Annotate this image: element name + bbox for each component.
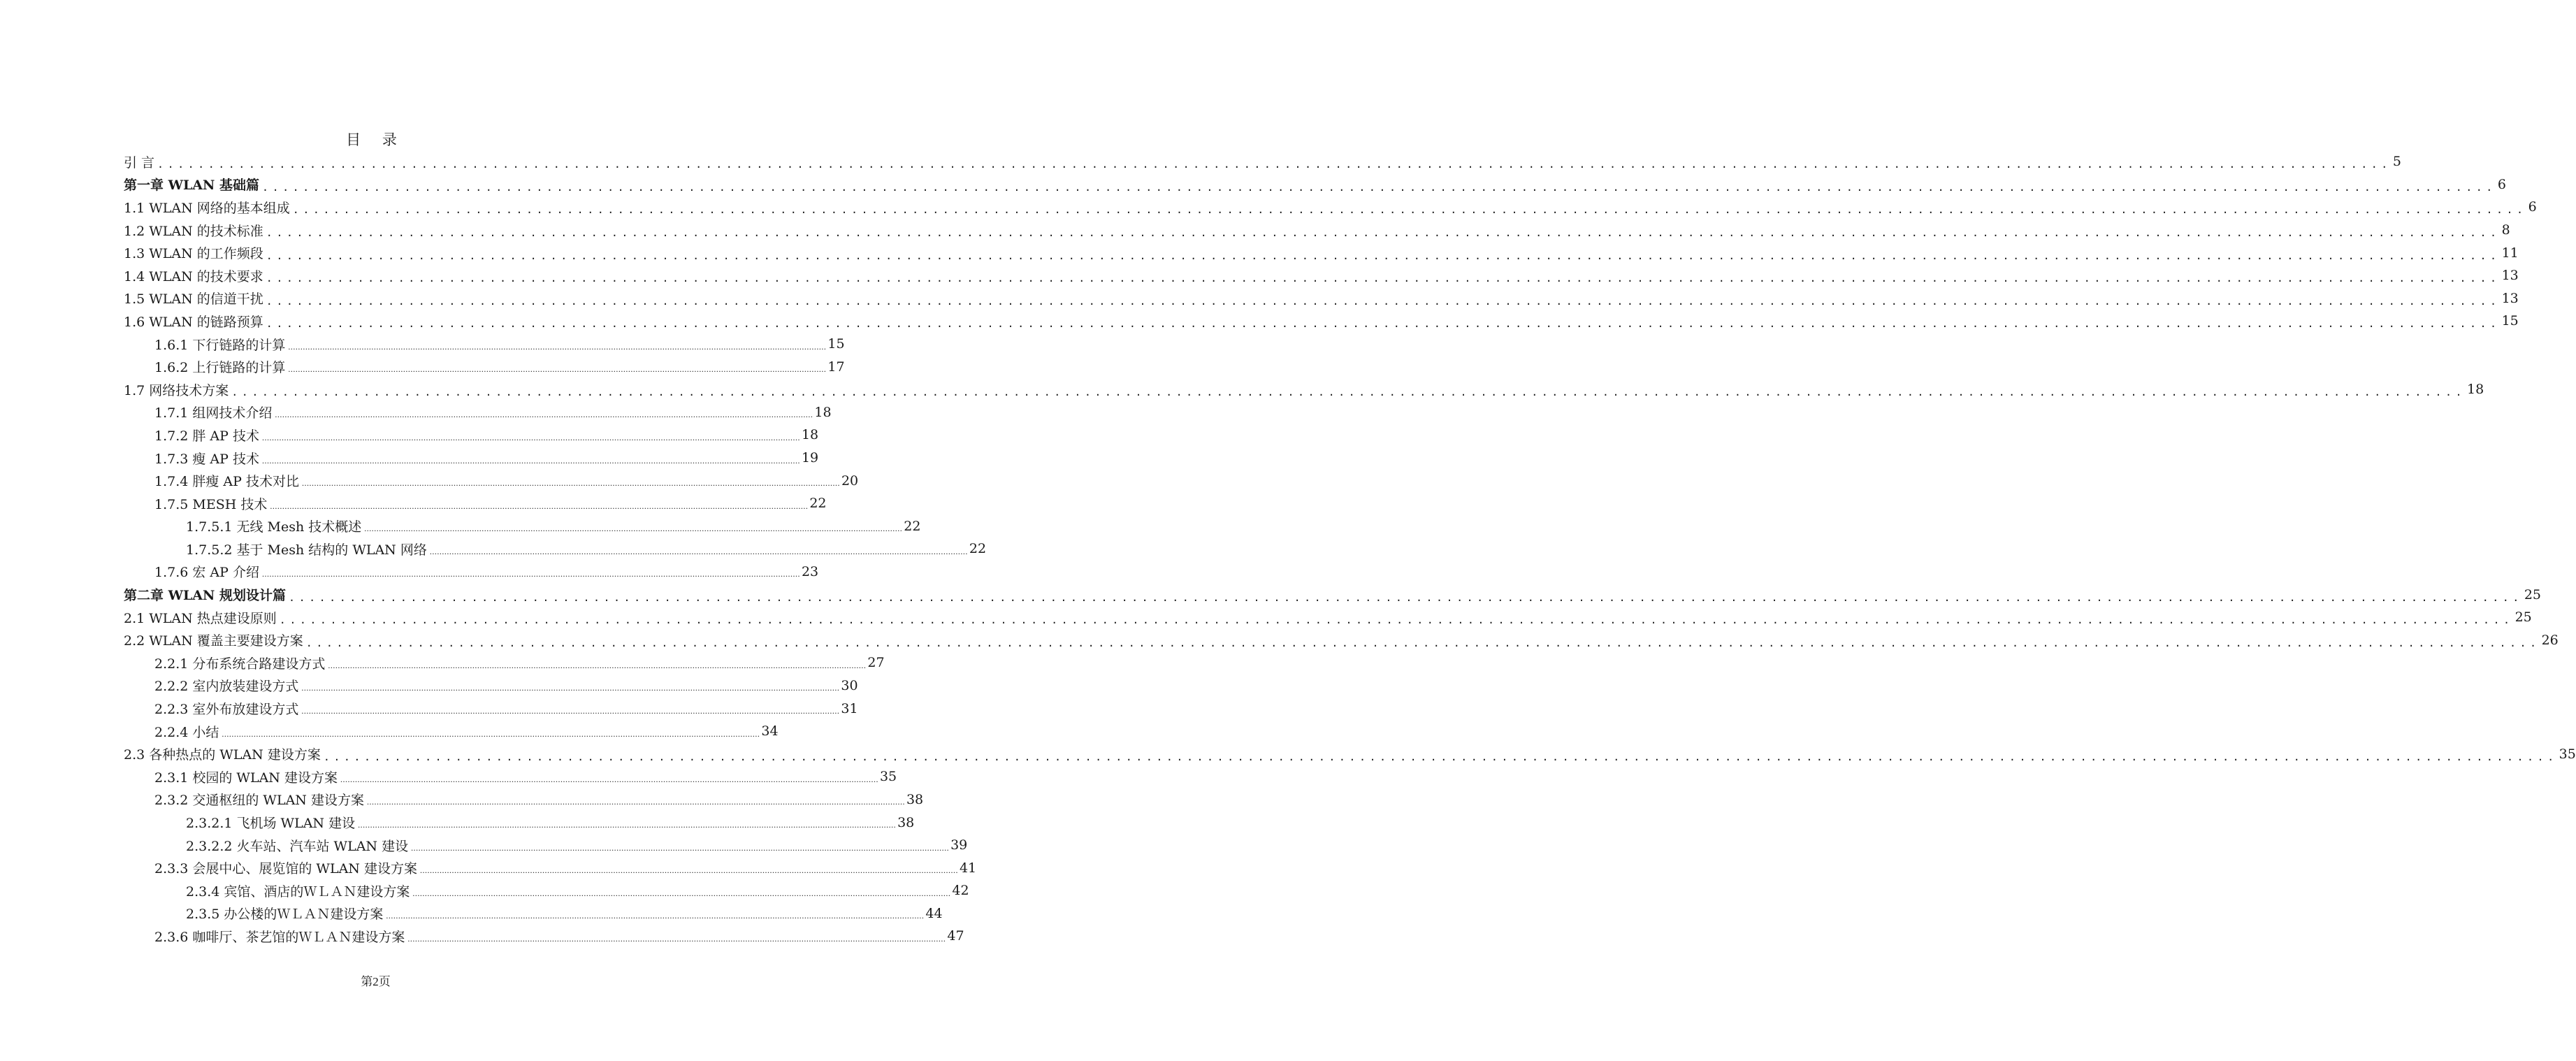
toc-entry[interactable] [124, 537, 987, 561]
toc-entry[interactable] [124, 651, 885, 674]
toc-entry[interactable] [124, 811, 915, 834]
toc-entry-page-number: 27 [867, 655, 885, 671]
toc-entry-page-number: 18 [801, 427, 819, 443]
table-of-contents [124, 150, 2576, 948]
toc-entry[interactable] [124, 469, 859, 492]
toc-entry[interactable] [124, 424, 819, 447]
dot-leader: ............................................................................................................................................................................................................................ [323, 750, 2558, 763]
dot-leader: ............................................................................................................................................................................................................................ [222, 728, 760, 739]
dot-leader: ............................................................................................................................................................................................................................ [288, 341, 827, 352]
dot-leader: ............................................................................................................................................................................................................................ [305, 636, 2540, 649]
toc-entry[interactable] [124, 355, 845, 378]
dot-leader: ............................................................................................................................................................................................................................ [301, 478, 840, 489]
toc-entry-label: 1.7.5.1 无线 Mesh 技术概述 [186, 519, 362, 535]
toc-entry-page-number: 22 [904, 518, 921, 534]
toc-entry-page-number: 18 [2467, 382, 2484, 398]
toc-entry-label: 1.7.2 胖 AP 技术 [154, 428, 259, 444]
toc-entry-page-number: 19 [801, 450, 819, 466]
toc-entry-label: 1.7.1 组网技术介绍 [154, 405, 273, 421]
toc-entry-label: 1.6.1 下行链路的计算 [154, 337, 286, 353]
dot-leader: ............................................................................................................................................................................................................................ [412, 888, 951, 898]
toc-entry[interactable] [124, 561, 819, 584]
toc-entry-page-number: 5 [2392, 154, 2401, 170]
toc-entry[interactable] [124, 742, 2576, 765]
toc-entry[interactable] [124, 583, 2542, 606]
toc-entry[interactable] [124, 788, 924, 811]
toc-entry-page-number: 38 [906, 791, 924, 807]
toc-entry-page-number: 41 [959, 860, 977, 876]
toc-entry-page-number: 15 [2501, 313, 2519, 329]
toc-entry-label: 第一章 WLAN 基础篇 [124, 178, 260, 194]
toc-entry-label: 2.3.2 交通枢纽的 WLAN 建设方案 [154, 793, 364, 809]
toc-entry[interactable] [124, 606, 2532, 629]
dot-leader: ............................................................................................................................................................................................................................ [270, 500, 809, 511]
dot-leader: ............................................................................................................................................................................................................................ [261, 455, 800, 465]
page-footer: 第2页 [361, 975, 391, 988]
dot-leader: ............................................................................................................................................................................................................................ [261, 432, 800, 442]
toc-entry-label: 1.7.5.2 基于 Mesh 结构的 WLAN 网络 [186, 542, 427, 558]
dot-leader: ............................................................................................................................................................................................................................ [328, 660, 867, 670]
toc-entry-page-number: 35 [879, 769, 897, 785]
toc-entry-page-number: 6 [2528, 199, 2537, 215]
toc-entry[interactable] [124, 765, 897, 788]
toc-entry-page-number: 13 [2501, 290, 2519, 306]
toc-entry-page-number: 20 [841, 472, 859, 489]
toc-entry-page-number: 34 [761, 723, 779, 739]
toc-entry[interactable] [124, 378, 2484, 401]
toc-entry-page-number: 15 [827, 336, 845, 352]
dot-leader: ............................................................................................................................................................................................................................ [157, 158, 2392, 171]
toc-entry[interactable] [124, 264, 2519, 287]
toc-entry-label: 1.1 WLAN 网络的基本组成 [124, 200, 290, 216]
toc-entry-label: 2.3 各种热点的 WLAN 建设方案 [124, 747, 321, 763]
toc-entry-page-number: 35 [2559, 746, 2576, 762]
toc-entry-label: 2.2.2 室内放装建设方式 [154, 679, 299, 695]
dot-leader: ............................................................................................................................................................................................................................ [411, 842, 950, 853]
dot-leader: ............................................................................................................................................................................................................................ [266, 226, 2501, 240]
toc-entry[interactable] [124, 287, 2519, 310]
toc-entry-page-number: 25 [2515, 609, 2532, 626]
toc-entry-label: 2.2.4 小结 [154, 724, 219, 740]
toc-entry-label: 1.7.3 瘦 AP 技术 [154, 451, 259, 467]
dot-leader: ............................................................................................................................................................................................................................ [266, 272, 2501, 285]
toc-entry[interactable] [124, 150, 2401, 173]
toc-entry[interactable] [124, 173, 2506, 196]
dot-leader: ............................................................................................................................................................................................................................ [279, 614, 2514, 627]
toc-entry-label: 1.7.6 宏 AP 介绍 [154, 565, 259, 581]
toc-entry-label: 1.4 WLAN 的技术要求 [124, 268, 263, 284]
toc-entry-label: 1.6 WLAN 的链路预算 [124, 314, 263, 330]
toc-entry[interactable] [124, 515, 921, 538]
toc-entry[interactable] [124, 219, 2510, 242]
toc-entry-page-number: 18 [814, 404, 832, 420]
toc-entry-page-number: 26 [2541, 632, 2559, 648]
toc-entry-page-number: 23 [801, 563, 819, 579]
toc-entry-label: 1.3 WLAN 的工作频段 [124, 246, 263, 262]
dot-leader: ............................................................................................................................................................................................................................ [261, 569, 800, 579]
dot-leader: ............................................................................................................................................................................................................................ [407, 933, 946, 944]
toc-entry-page-number: 38 [897, 814, 915, 830]
toc-entry[interactable] [124, 834, 968, 857]
toc-entry-label: 2.3.2.2 火车站、汽车站 WLAN 建设 [186, 838, 409, 854]
toc-entry-label: 第二章 WLAN 规划设计篇 [124, 588, 287, 604]
toc-entry-label: 1.2 WLAN 的技术标准 [124, 223, 263, 239]
toc-entry-page-number: 6 [2497, 176, 2506, 192]
dot-leader: ............................................................................................................................................................................................................................ [366, 797, 905, 807]
toc-title: 目 录 [346, 131, 405, 148]
toc-entry-label: 1.7.4 胖瘦 AP 技术对比 [154, 474, 299, 490]
dot-leader: ............................................................................................................................................................................................................................ [266, 294, 2501, 308]
toc-entry-page-number: 11 [2501, 245, 2519, 261]
toc-entry-page-number: 22 [809, 496, 827, 512]
toc-entry-page-number: 44 [925, 905, 943, 921]
toc-entry-label: 1.5 WLAN 的信道干扰 [124, 291, 263, 308]
toc-entry[interactable] [124, 856, 977, 879]
dot-leader: ............................................................................................................................................................................................................................ [262, 180, 2496, 194]
toc-entry-page-number: 39 [950, 837, 968, 853]
toc-entry-label: 2.1 WLAN 热点建设原则 [124, 610, 277, 626]
dot-leader: ............................................................................................................................................................................................................................ [266, 249, 2501, 262]
dot-leader: ............................................................................................................................................................................................................................ [275, 410, 813, 420]
dot-leader: ............................................................................................................................................................................................................................ [231, 386, 2466, 399]
dot-leader: ............................................................................................................................................................................................................................ [292, 203, 2527, 217]
toc-entry[interactable] [124, 310, 2519, 333]
dot-leader: ............................................................................................................................................................................................................................ [386, 911, 925, 921]
dot-leader: ............................................................................................................................................................................................................................ [301, 706, 840, 716]
toc-entry-label: 1.6.2 上行链路的计算 [154, 360, 286, 376]
toc-entry-label: 2.3.3 会展中心、展览馆的 WLAN 建设方案 [154, 861, 417, 877]
toc-entry-label: 1.7 网络技术方案 [124, 382, 229, 398]
toc-entry-label: 2.3.6 咖啡厅、茶艺馆的ＷＬＡＮ建设方案 [154, 929, 405, 945]
dot-leader: ............................................................................................................................................................................................................................ [364, 524, 903, 534]
toc-entry[interactable] [124, 674, 858, 698]
dot-leader: ............................................................................................................................................................................................................................ [340, 774, 878, 784]
toc-entry[interactable] [124, 241, 2519, 264]
toc-entry-page-number: 30 [841, 677, 858, 693]
dot-leader: ............................................................................................................................................................................................................................ [266, 317, 2501, 331]
toc-entry-page-number: 22 [969, 541, 987, 557]
toc-entry-label: 2.3.2.1 飞机场 WLAN 建设 [186, 816, 356, 832]
toc-entry-label: 2.2.1 分布系统合路建设方式 [154, 656, 326, 672]
toc-entry-label: 1.7.5 MESH 技术 [154, 496, 268, 512]
dot-leader: ............................................................................................................................................................................................................................ [289, 591, 2523, 604]
toc-entry-page-number: 31 [841, 700, 858, 716]
toc-entry-page-number: 8 [2501, 222, 2510, 238]
toc-entry[interactable] [124, 401, 832, 424]
toc-entry-label: 引 言 [124, 154, 155, 171]
dot-leader: ............................................................................................................................................................................................................................ [288, 364, 827, 375]
toc-entry[interactable] [124, 697, 858, 720]
toc-entry[interactable] [124, 447, 819, 470]
toc-entry-page-number: 17 [827, 359, 845, 375]
toc-entry[interactable] [124, 925, 964, 948]
toc-entry[interactable] [124, 492, 827, 515]
toc-entry-label: 2.3.5 办公楼的ＷＬＡＮ建设方案 [186, 907, 384, 923]
dot-leader: ............................................................................................................................................................................................................................ [358, 820, 897, 830]
toc-entry[interactable] [124, 902, 943, 925]
toc-entry-page-number: 25 [2524, 586, 2542, 602]
dot-leader: ............................................................................................................................................................................................................................ [419, 865, 958, 876]
toc-entry[interactable] [124, 628, 2559, 651]
toc-entry[interactable] [124, 879, 969, 902]
toc-entry-label: 2.3.1 校园的 WLAN 建设方案 [154, 770, 338, 786]
dot-leader: ............................................................................................................................................................................................................................ [301, 683, 840, 693]
toc-entry[interactable] [124, 196, 2537, 219]
toc-entry-page-number: 42 [952, 883, 969, 899]
toc-entry-label: 2.2.3 室外布放建设方式 [154, 702, 299, 718]
toc-entry[interactable] [124, 720, 779, 743]
toc-entry-label: 2.3.4 宾馆、酒店的ＷＬＡＮ建设方案 [186, 883, 410, 900]
dot-leader: ............................................................................................................................................................................................................................ [429, 546, 968, 556]
toc-entry-page-number: 13 [2501, 268, 2519, 284]
toc-entry[interactable] [124, 333, 845, 356]
toc-entry-label: 2.2 WLAN 覆盖主要建设方案 [124, 633, 303, 649]
toc-entry-page-number: 47 [947, 928, 964, 944]
